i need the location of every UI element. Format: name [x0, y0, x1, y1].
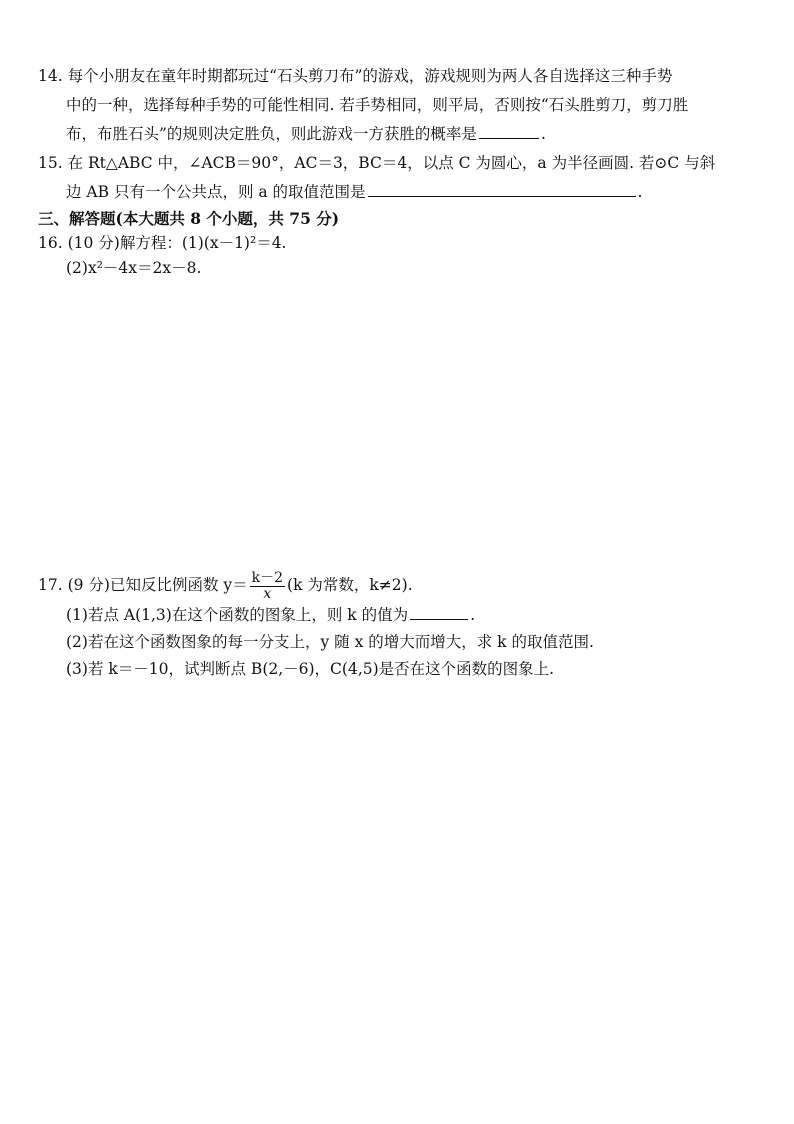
fraction-k-minus-2-over-x [250, 571, 285, 602]
q17-heading [38, 567, 413, 603]
q16-line-1: 16. (10 分)解方程：(1)(x－1)²＝4. [38, 234, 287, 252]
q17-heading-tail: (k 为常数，k≠2). [287, 576, 413, 594]
q15-line-2 [66, 182, 642, 202]
answer-blank-14 [479, 124, 539, 139]
q15-line-1: 15. 在 Rt△ABC 中，∠ACB＝90°，AC＝3，BC＝4，以点 C 为圆心，a 为半径画圆. 若⊙C 与斜 [38, 154, 716, 172]
q17-part-1-end: . [470, 606, 476, 624]
q15-line-2-end: . [637, 183, 643, 201]
q14-line-3 [66, 124, 546, 144]
q14-line-3-text: 布，布胜石头”的规则决定胜负，则此游戏一方获胜的概率是 [66, 125, 477, 143]
fraction-denominator: x [263, 585, 272, 602]
fraction-numerator: k－2 [251, 569, 284, 586]
q17-part-2: (2)若在这个函数图象的每一分支上，y 随 x 的增大而增大，求 k 的取值范围. [66, 633, 594, 651]
q14-line-1: 14. 每个小朋友在童年时期都玩过“石头剪刀布”的游戏，游戏规则为两人各自选择这三种手势 [38, 67, 673, 85]
q14-line-3-end: . [540, 125, 546, 143]
q17-part-1-text: (1)若点 A(1,3)在这个函数的图象上，则 k 的值为 [66, 606, 409, 624]
answer-blank-17-1 [410, 605, 468, 620]
section-heading: 三、解答题(本大题共 8 个小题，共 75 分) [38, 209, 340, 228]
q16-line-2: (2)x²－4x＝2x－8. [66, 259, 202, 277]
answer-blank-15 [368, 182, 636, 197]
q15-line-2-text: 边 AB 只有一个公共点，则 a 的取值范围是 [66, 183, 366, 201]
q17-part-3: (3)若 k＝－10，试判断点 B(2,－6)，C(4,5)是否在这个函数的图象上. [66, 660, 555, 678]
q17-part-1 [66, 605, 475, 625]
q17-heading-text: 17. (9 分)已知反比例函数 y＝ [38, 576, 248, 594]
q14-line-2: 中的一种，选择每种手势的可能性相同. 若手势相同，则平局，否则按“石头胜剪刀，剪刀胜 [66, 96, 689, 114]
